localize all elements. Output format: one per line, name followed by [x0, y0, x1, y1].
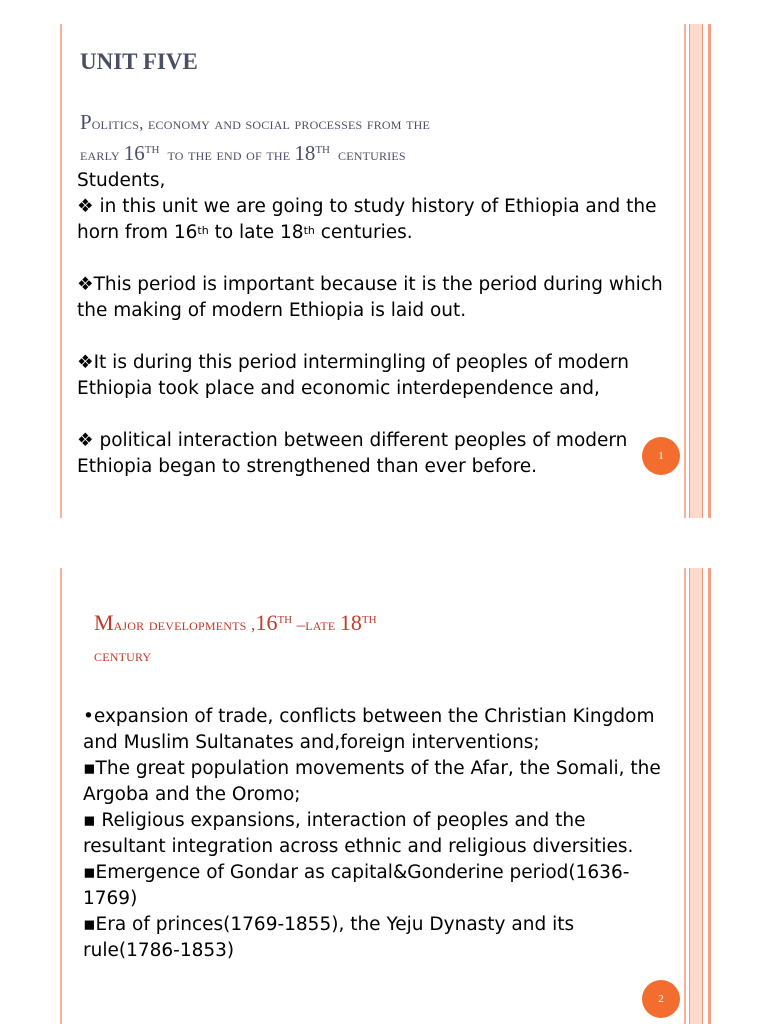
bullet-3-line-2: Ethiopia took place and economic interdependence and,: [77, 378, 600, 399]
page-number-badge: 1: [642, 437, 680, 475]
list-line: resultant integration across ethnic and religious diversities.: [83, 836, 634, 857]
page-number-badge: 2: [642, 980, 680, 1018]
bullet-4-line-1: ❖ political interaction between different peoples of modern: [77, 430, 628, 451]
list-line: ▪Era of princes(1769-1855), the Yeju Dynasty and its: [83, 914, 575, 935]
list-line: rule(1786-1853): [83, 940, 235, 961]
slide-right-band: [689, 568, 703, 1024]
list-line: Argoba and the Oromo;: [83, 784, 301, 805]
slide-right-band-edge: [708, 568, 711, 1024]
slide-1: [0, 24, 768, 518]
list-line: 1769): [83, 888, 138, 909]
bullet-2-line-2: the making of modern Ethiopia is laid out.: [77, 300, 467, 321]
slide-right-rule: [684, 24, 686, 518]
slide-title: UNIT FIVE: [80, 49, 198, 74]
intro-line: Students,: [77, 170, 166, 191]
list-line: and Muslim Sultanates and,foreign interventions;: [83, 732, 540, 753]
slide-right-rule: [684, 568, 686, 1024]
list-line: ▪Emergence of Gondar as capital&Gonderine period(1636-: [83, 862, 630, 883]
slide-subtitle: Politics, economy and social processes from the early 16TH to the end of the 18TH centuries: [80, 110, 431, 165]
list-line: ▪The great population movements of the Afar, the Somali, the: [83, 758, 661, 779]
slide-right-band: [689, 24, 703, 518]
slide-body: [83, 704, 661, 964]
slide-title: Major developments ,16TH –late 18TH century: [94, 610, 377, 665]
slide-left-rule: [60, 24, 62, 518]
list-line: •expansion of trade, conflicts between the Christian Kingdom: [83, 706, 655, 727]
slide-left-rule: [60, 568, 62, 1024]
bullet-2-line-1: ❖This period is important because it is the period during which: [77, 274, 663, 295]
bullet-1-line-1: ❖ in this unit we are going to study history of Ethiopia and the: [77, 196, 657, 217]
list-line: ▪ Religious expansions, interaction of peoples and the: [83, 810, 586, 831]
slide-2: [0, 568, 768, 1024]
bullet-1-line-2: horn from 16th to late 18th centuries.: [77, 222, 413, 243]
slide-right-band-edge: [708, 24, 711, 518]
slide-body: [77, 168, 663, 480]
bullet-4-line-2: Ethiopia began to strengthened than ever before.: [77, 456, 538, 477]
bullet-3-line-1: ❖It is during this period intermingling of peoples of modern: [77, 352, 630, 373]
